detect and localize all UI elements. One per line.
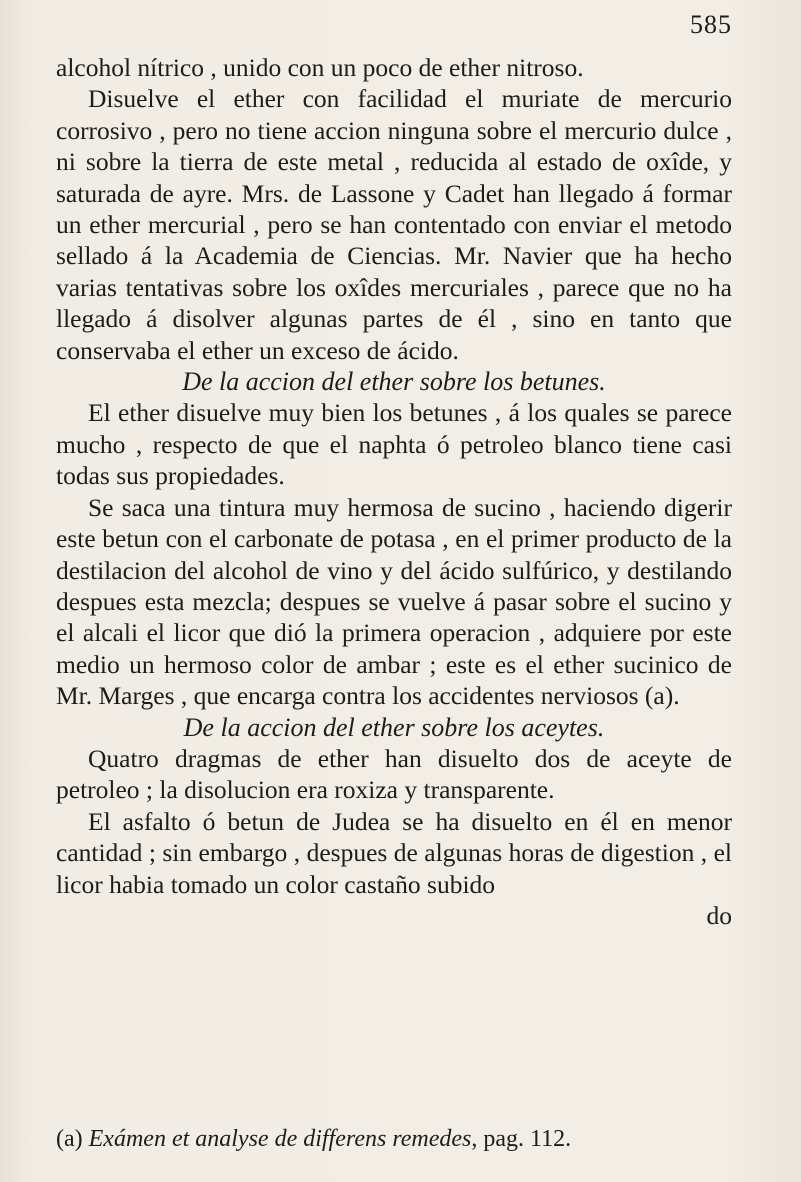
footnote-marker: (a) [56, 1126, 83, 1152]
paragraph: Disuelve el ether con facilidad el muriate de mercurio corrosivo , pero no tiene accion ninguna sobre el mercurio dulce , ni sobre la tierra de este metal , reducida al estado de oxîde, y saturada de ayre. Mrs. de Lassone y Cadet han llegado á formar un ether mercurial , pero se han contentado con enviar el metodo sellado á la Academia de Ciencias. Mr. Navier que ha hecho varias tentativas sobre los oxîdes mercuriales , parece que no ha llegado á disolver algunas partes de él , sino en tanto que conservaba el ether un exceso de ácido. [56, 84, 732, 365]
paragraph: alcohol nítrico , unido con un poco de ether nitroso. [56, 53, 584, 82]
paragraph: Se saca una tintura muy hermosa de sucino , haciendo digerir este betun con el carbonate de potasa , en el primer producto de la destilacion del alcohol de vino y del ácido sulfúrico, y destilando despues esta mezcla; despues se vuelve á pasar sobre el sucino y el alcali el licor que dió la primera operacion , adquiere por este medio un hermoso color de ambar ; este es el ether sucinico de Mr. Marges , que encarga contra los accidentes nerviosos (a). [56, 492, 732, 711]
section-heading: De la accion del ether sobre los betunes. [182, 367, 606, 397]
page-number: 585 [690, 10, 732, 39]
footnote [56, 1124, 732, 1154]
paragraph: El asfalto ó betun de Judea se ha disuelto en él en menor cantidad ; sin embargo , despues de algunas horas de digestion , el licor habia tomado un color castaño subido [56, 806, 732, 899]
footnote-ref: , pag. 112. [471, 1126, 572, 1152]
paragraph: Quatro dragmas de ether han disuelto dos de aceyte de petroleo ; la disolucion era roxiza y transparente. [56, 743, 732, 805]
catchword: do [706, 900, 732, 930]
paragraph: El ether disuelve muy bien los betunes , á los quales se parece mucho , respecto de que el naphta ó petroleo blanco tiene casi todas sus propiedades. [56, 398, 732, 491]
page-body [56, 52, 732, 931]
section-heading: De la accion del ether sobre los aceytes. [183, 712, 605, 742]
footnote-title: Exámen et analyse de differens remedes [88, 1126, 472, 1152]
